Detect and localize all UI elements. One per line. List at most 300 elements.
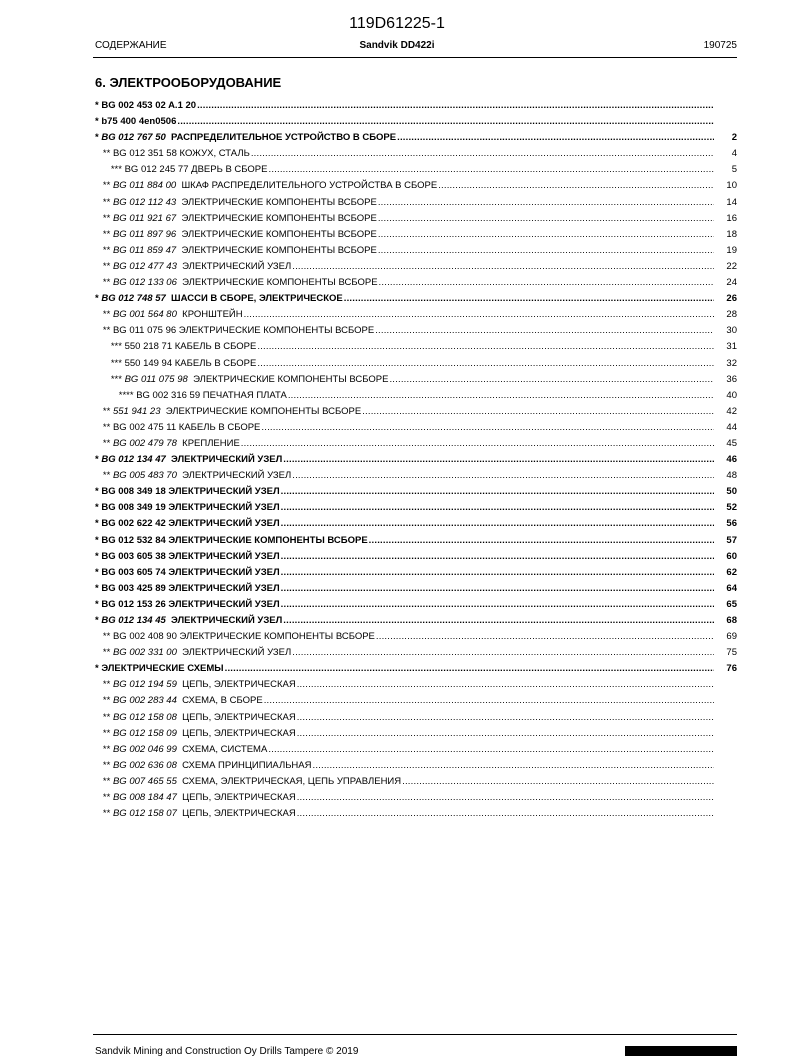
toc-entry[interactable] bbox=[95, 758, 737, 774]
toc-entry[interactable] bbox=[95, 661, 737, 677]
toc-entry[interactable] bbox=[95, 597, 737, 613]
toc-entry-title: ЦЕПЬ, ЭЛЕКТРИЧЕСКАЯ bbox=[176, 711, 296, 723]
toc-entry-label bbox=[95, 549, 280, 565]
toc-level-marker: * bbox=[95, 502, 102, 514]
toc-level-marker: ** bbox=[95, 631, 113, 643]
toc-page-number: 50 bbox=[726, 486, 737, 498]
toc-level-marker: * bbox=[95, 116, 102, 128]
toc-entry-title: ЭЛЕКТРИЧЕСКИЙ УЗЕЛ bbox=[176, 260, 292, 272]
toc-leader-dots bbox=[197, 98, 714, 114]
footer-copyright: Sandvik Mining and Construction Oy Drills Tampere © 2019 bbox=[95, 1046, 359, 1057]
toc-level-marker: * bbox=[95, 550, 102, 562]
sandvik-logo bbox=[625, 1046, 737, 1056]
toc-page-number: 68 bbox=[726, 615, 737, 626]
toc-entry-label bbox=[95, 693, 263, 709]
toc-level-marker: * bbox=[95, 582, 102, 594]
toc-leader-dots bbox=[264, 693, 714, 709]
toc-entry[interactable] bbox=[95, 291, 737, 307]
toc-part-number: 550 218 71 bbox=[124, 341, 173, 353]
toc-level-marker: ** bbox=[95, 277, 113, 289]
toc-leader-dots bbox=[292, 259, 714, 275]
toc-part-number: BG 012 133 06 bbox=[112, 277, 177, 289]
toc-part-number: BG 003 605 74 bbox=[101, 566, 166, 578]
toc-level-marker: ** bbox=[95, 309, 113, 321]
toc-entry-label bbox=[95, 162, 267, 178]
toc-entry-title: ЭЛЕКТРИЧЕСКИЙ УЗЕЛ bbox=[165, 582, 280, 594]
toc-entry[interactable] bbox=[95, 629, 737, 645]
toc-page-number: 60 bbox=[726, 550, 737, 562]
toc-entry-title: ЭЛЕКТРИЧЕСКИЕ КОМПОНЕНТЫ ВСБОРЕ bbox=[160, 405, 362, 417]
toc-page-number: 52 bbox=[726, 502, 737, 514]
toc-leader-dots bbox=[283, 613, 714, 629]
toc-entry-title: КРЕПЛЕНИЕ bbox=[176, 437, 240, 449]
toc-level-marker: ** bbox=[95, 727, 113, 739]
toc-leader-dots bbox=[241, 436, 714, 452]
toc-level-marker: *** bbox=[95, 341, 125, 353]
toc-leader-dots bbox=[257, 339, 714, 355]
toc-entry-title: ШАССИ В СБОРЕ, ЭЛЕКТРИЧЕСКОЕ bbox=[165, 293, 343, 305]
toc-level-marker: ** bbox=[95, 470, 113, 482]
toc-entry-title: ЭЛЕКТРИЧЕСКИЙ УЗЕЛ bbox=[165, 486, 280, 498]
toc-entry-title: ДВЕРЬ В СБОРЕ bbox=[188, 164, 268, 176]
toc-leader-dots bbox=[283, 452, 714, 468]
toc-entry-title: ЭЛЕКТРИЧЕСКИЙ УЗЕЛ bbox=[165, 566, 280, 578]
toc-entry-label bbox=[95, 500, 280, 516]
toc-entry-title: ЭЛЕКТРИЧЕСКИЙ УЗЕЛ bbox=[165, 518, 280, 530]
toc-entry-title: ЭЛЕКТРИЧЕСКИЙ УЗЕЛ bbox=[165, 454, 283, 466]
toc-page-number: 36 bbox=[726, 373, 737, 385]
toc-level-marker: * bbox=[95, 486, 102, 498]
toc-leader-dots bbox=[362, 404, 714, 420]
toc-part-number: BG 012 158 08 bbox=[112, 711, 177, 723]
toc-part-number: BG 008 184 47 bbox=[112, 792, 177, 804]
toc-part-number: BG 008 349 18 bbox=[101, 486, 166, 498]
toc-entry[interactable] bbox=[95, 452, 737, 468]
toc-entry-label bbox=[95, 388, 287, 404]
toc-leader-dots bbox=[378, 195, 714, 211]
toc-entry-title: ШКАФ РАСПРЕДЕЛИТЕЛЬНОГО УСТРОЙСТВА В СБОРЕ bbox=[176, 180, 438, 192]
toc-page-number: 48 bbox=[726, 470, 737, 482]
toc-part-number: BG 012 748 57 bbox=[101, 293, 166, 305]
toc-part-number: BG 012 134 45 bbox=[101, 615, 166, 626]
toc-part-number: BG 012 153 26 bbox=[101, 598, 166, 610]
toc-leader-dots bbox=[225, 661, 714, 677]
toc-level-marker: * bbox=[95, 100, 102, 111]
toc-page-number: 45 bbox=[726, 437, 737, 449]
toc-leader-dots bbox=[257, 356, 714, 372]
toc-part-number: BG 012 194 59 bbox=[112, 679, 177, 691]
toc-part-number: BG 007 465 55 bbox=[112, 775, 177, 787]
toc-level-marker: ** bbox=[95, 743, 113, 755]
toc-part-number: BG 002 479 78 bbox=[112, 437, 177, 449]
toc-entry-title: ЭЛЕКТРИЧЕСКИЕ СХЕМЫ bbox=[101, 663, 224, 675]
toc-part-number: BG 002 636 08 bbox=[112, 759, 177, 771]
toc-entry-title: ЭЛЕКТРИЧЕСКИЕ КОМПОНЕНТЫ ВСБОРЕ bbox=[176, 631, 375, 643]
toc-entry[interactable] bbox=[95, 565, 737, 581]
toc-entry-label bbox=[95, 710, 296, 726]
toc-part-number: BG 003 425 89 bbox=[101, 582, 166, 594]
toc-part-number: BG 002 316 59 bbox=[136, 389, 201, 401]
toc-part-number: BG 012 158 07 bbox=[112, 808, 177, 820]
toc-part-number: BG 002 622 42 bbox=[101, 518, 166, 530]
toc-level-marker: ** bbox=[95, 212, 113, 224]
toc-entry-title: ЭЛЕКТРИЧЕСКИЙ УЗЕЛ bbox=[165, 598, 280, 610]
toc-level-marker: * bbox=[95, 615, 102, 626]
toc-leader-dots bbox=[389, 372, 714, 388]
toc-page-number: 28 bbox=[726, 309, 737, 321]
toc-entry[interactable] bbox=[95, 726, 737, 742]
toc-part-number: 550 149 94 bbox=[124, 357, 173, 369]
toc-level-marker: ** bbox=[95, 421, 113, 433]
toc-entry-label bbox=[95, 597, 280, 613]
toc-leader-dots bbox=[292, 468, 714, 484]
toc-entry[interactable] bbox=[95, 806, 737, 822]
toc-entry-label bbox=[95, 790, 296, 806]
toc-part-number: BG 003 605 38 bbox=[101, 550, 166, 562]
toc-level-marker: ** bbox=[95, 808, 113, 820]
toc-entry[interactable] bbox=[95, 420, 737, 436]
toc-part-number: BG 001 564 80 bbox=[112, 309, 177, 321]
toc-page-number: 75 bbox=[726, 647, 737, 659]
toc-entry[interactable] bbox=[95, 259, 737, 275]
toc-entry-label bbox=[95, 742, 267, 758]
toc-entry-label bbox=[95, 339, 256, 355]
toc-leader-dots bbox=[292, 645, 714, 661]
toc-level-marker: ** bbox=[95, 228, 113, 240]
toc-part-number: BG 012 245 77 bbox=[124, 164, 189, 176]
toc-entry-label bbox=[95, 227, 377, 243]
toc-entry-label bbox=[95, 243, 377, 259]
toc-entry-title: ЭЛЕКТРИЧЕСКИЕ КОМПОНЕНТЫ ВСБОРЕ bbox=[176, 277, 378, 289]
toc-entry[interactable] bbox=[95, 178, 737, 194]
toc-page-number: 69 bbox=[726, 631, 737, 643]
toc-entry-title: ЦЕПЬ, ЭЛЕКТРИЧЕСКАЯ bbox=[176, 727, 296, 739]
toc-entry-label bbox=[95, 420, 260, 436]
toc-leader-dots bbox=[378, 211, 714, 227]
toc-entry-title: ЭЛЕКТРИЧЕСКИЕ КОМПОНЕНТЫ ВСБОРЕ bbox=[165, 534, 368, 546]
toc-page-number: 16 bbox=[726, 212, 737, 224]
toc-level-marker: * bbox=[95, 518, 102, 530]
toc-level-marker: ** bbox=[95, 647, 113, 659]
toc-level-marker: **** bbox=[95, 389, 137, 401]
toc-leader-dots bbox=[281, 581, 714, 597]
toc-leader-dots bbox=[244, 307, 714, 323]
toc-level-marker: ** bbox=[95, 792, 113, 804]
toc-leader-dots bbox=[297, 677, 714, 693]
toc-entry[interactable] bbox=[95, 693, 737, 709]
toc-leader-dots bbox=[297, 790, 714, 806]
toc-part-number: BG 012 532 84 bbox=[101, 534, 166, 546]
toc-entry-title: РАСПРЕДЕЛИТЕЛЬНОЕ УСТРОЙСТВО В СБОРЕ bbox=[165, 132, 397, 144]
toc-leader-dots bbox=[281, 549, 714, 565]
toc-entry-label bbox=[95, 291, 343, 307]
toc-page-number: 32 bbox=[726, 357, 737, 369]
toc-entry-title: ЦЕПЬ, ЭЛЕКТРИЧЕСКАЯ bbox=[176, 792, 296, 804]
toc-entry-label bbox=[95, 565, 280, 581]
header-contents-label: СОДЕРЖАНИЕ bbox=[95, 40, 167, 51]
toc-entry-title: ЭЛЕКТРИЧЕСКИЙ УЗЕЛ bbox=[165, 502, 280, 514]
toc-entry-title: СХЕМА ПРИНЦИПИАЛЬНАЯ bbox=[176, 759, 312, 771]
toc-level-marker: ** bbox=[95, 759, 113, 771]
toc-level-marker: ** bbox=[95, 148, 113, 160]
toc-entry[interactable] bbox=[95, 549, 737, 565]
toc-entry-label bbox=[95, 726, 296, 742]
toc-entry-label bbox=[95, 774, 401, 790]
toc-leader-dots bbox=[397, 130, 714, 146]
toc-entry[interactable] bbox=[95, 533, 737, 549]
toc-entry[interactable] bbox=[95, 388, 737, 404]
toc-leader-dots bbox=[281, 500, 714, 516]
section-title: 6. ЭЛЕКТРООБОРУДОВАНИЕ bbox=[95, 75, 282, 90]
toc-leader-dots bbox=[297, 806, 714, 822]
toc-page-number: 19 bbox=[726, 244, 737, 256]
toc-entry-title: ЭЛЕКТРИЧЕСКИЙ УЗЕЛ bbox=[165, 615, 283, 626]
toc-page-number: 30 bbox=[726, 325, 737, 337]
toc-leader-dots bbox=[281, 516, 714, 532]
toc-part-number: BG 011 884 00 bbox=[112, 180, 177, 192]
toc-level-marker: ** bbox=[95, 775, 113, 787]
toc-page-number: 64 bbox=[726, 582, 737, 594]
header-model-name: Sandvik DD422i bbox=[359, 40, 435, 51]
toc-entry-label bbox=[95, 404, 361, 420]
toc-entry-label bbox=[95, 758, 311, 774]
toc-part-number: BG 011 897 96 bbox=[112, 228, 177, 240]
toc-leader-dots bbox=[378, 243, 714, 259]
toc-entry-label bbox=[95, 356, 256, 372]
toc-entry-title: КАБЕЛЬ В СБОРЕ bbox=[172, 357, 257, 369]
toc-entry-label bbox=[95, 436, 240, 452]
toc-page-number: 46 bbox=[726, 454, 737, 466]
toc-level-marker: * bbox=[95, 293, 102, 305]
toc-part-number: BG 011 921 67 bbox=[112, 212, 177, 224]
toc-entry-title: СХЕМА, СИСТЕМА bbox=[176, 743, 268, 755]
toc-level-marker: * bbox=[95, 132, 102, 144]
toc-entry-label bbox=[95, 581, 280, 597]
toc-entry[interactable] bbox=[95, 243, 737, 259]
toc-entry-label bbox=[95, 307, 243, 323]
toc-page-number: 24 bbox=[726, 277, 737, 289]
toc-part-number: BG 002 475 11 bbox=[112, 421, 177, 433]
toc-entry[interactable] bbox=[95, 195, 737, 211]
toc-level-marker: ** bbox=[95, 695, 113, 707]
toc-entry-label bbox=[95, 211, 377, 227]
toc-entry[interactable] bbox=[95, 742, 737, 758]
toc-page-number: 22 bbox=[726, 260, 737, 272]
toc-entry[interactable] bbox=[95, 774, 737, 790]
toc-entry-title: КАБЕЛЬ В СБОРЕ bbox=[172, 341, 257, 353]
toc-entry[interactable] bbox=[95, 114, 737, 130]
toc-leader-dots bbox=[438, 178, 714, 194]
toc-entry-title: КОЖУХ, СТАЛЬ bbox=[176, 148, 250, 160]
toc-page-number: 44 bbox=[726, 421, 737, 433]
toc-part-number: BG 002 046 99 bbox=[112, 743, 177, 755]
toc-entry[interactable] bbox=[95, 500, 737, 516]
toc-level-marker: *** bbox=[95, 164, 125, 176]
toc-leader-dots bbox=[297, 710, 714, 726]
footer-divider bbox=[93, 1034, 737, 1035]
toc-level-marker: ** bbox=[95, 679, 113, 691]
toc-page-number: 26 bbox=[726, 293, 737, 305]
toc-part-number: BG 012 767 50 bbox=[101, 132, 166, 144]
toc-entry[interactable] bbox=[95, 130, 737, 146]
toc-entry-title: ЭЛЕКТРИЧЕСКИЙ УЗЕЛ bbox=[165, 550, 280, 562]
toc-part-number: BG 011 075 98 bbox=[124, 373, 188, 385]
toc-leader-dots bbox=[288, 388, 714, 404]
toc-entry-title: ЭЛЕКТРИЧЕСКИЕ КОМПОНЕНТЫ ВСБОРЕ bbox=[176, 228, 377, 240]
toc-part-number: BG 002 453 02 A.1 20 bbox=[101, 100, 197, 111]
toc-page-number: 57 bbox=[726, 534, 737, 546]
toc-entry[interactable] bbox=[95, 275, 737, 291]
toc-leader-dots bbox=[268, 742, 714, 758]
toc-entry[interactable] bbox=[95, 227, 737, 243]
toc-level-marker: * bbox=[95, 598, 102, 610]
toc-leader-dots bbox=[376, 629, 714, 645]
toc-entry[interactable] bbox=[95, 356, 737, 372]
toc-part-number: BG 011 859 47 bbox=[112, 244, 177, 256]
toc-page-number: 31 bbox=[726, 341, 737, 353]
toc-level-marker: ** bbox=[95, 244, 113, 256]
toc-part-number: BG 012 477 43 bbox=[112, 260, 177, 272]
toc-entry-label bbox=[95, 323, 374, 339]
toc-entry-label bbox=[95, 195, 377, 211]
toc-entry-title: ЭЛЕКТРИЧЕСКИЕ КОМПОНЕНТЫ ВСБОРЕ bbox=[176, 212, 377, 224]
toc-entry[interactable] bbox=[95, 98, 737, 114]
toc-entry-label bbox=[95, 146, 250, 162]
toc-entry-label bbox=[95, 613, 282, 629]
toc-page-number: 5 bbox=[731, 164, 737, 176]
toc-leader-dots bbox=[281, 484, 714, 500]
document-code: 119D61225-1 bbox=[349, 15, 445, 32]
toc-entry-label bbox=[95, 259, 291, 275]
toc-entry-label bbox=[95, 130, 396, 146]
toc-entry-title: КАБЕЛЬ В СБОРЕ bbox=[176, 421, 261, 433]
toc-entry-label bbox=[95, 98, 196, 114]
toc-entry-title: СХЕМА, В СБОРЕ bbox=[176, 695, 263, 707]
toc-level-marker: ** bbox=[95, 437, 113, 449]
toc-page-number: 42 bbox=[726, 405, 737, 417]
toc-entry-label bbox=[95, 114, 176, 130]
toc-entry[interactable] bbox=[95, 484, 737, 500]
toc-level-marker: *** bbox=[95, 357, 125, 369]
toc-entry[interactable] bbox=[95, 372, 737, 388]
table-of-contents bbox=[95, 98, 737, 822]
toc-entry[interactable] bbox=[95, 307, 737, 323]
toc-part-number: BG 012 351 58 bbox=[112, 148, 177, 160]
toc-entry[interactable] bbox=[95, 613, 737, 629]
toc-leader-dots bbox=[251, 146, 714, 162]
toc-part-number: BG 008 349 19 bbox=[101, 502, 166, 514]
toc-entry-title: ЭЛЕКТРИЧЕСКИЕ КОМПОНЕНТЫ ВСБОРЕ bbox=[176, 244, 377, 256]
toc-part-number: BG 012 134 47 bbox=[101, 454, 166, 466]
toc-leader-dots bbox=[281, 565, 714, 581]
toc-entry[interactable] bbox=[95, 211, 737, 227]
toc-entry[interactable] bbox=[95, 404, 737, 420]
toc-entry[interactable] bbox=[95, 468, 737, 484]
toc-entry-title: ЦЕПЬ, ЭЛЕКТРИЧЕСКАЯ bbox=[176, 808, 296, 820]
toc-entry-title: ЦЕПЬ, ЭЛЕКТРИЧЕСКАЯ bbox=[176, 679, 296, 691]
toc-leader-dots bbox=[297, 726, 714, 742]
toc-entry-title: ЭЛЕКТРИЧЕСКИЕ КОМПОНЕНТЫ ВСБОРЕ bbox=[187, 373, 389, 385]
toc-page-number: 62 bbox=[726, 566, 737, 578]
toc-level-marker: * bbox=[95, 566, 102, 578]
toc-level-marker: *** bbox=[95, 373, 125, 385]
toc-level-marker: ** bbox=[95, 405, 113, 417]
toc-entry[interactable] bbox=[95, 323, 737, 339]
toc-leader-dots bbox=[379, 275, 714, 291]
toc-entry[interactable] bbox=[95, 146, 737, 162]
toc-leader-dots bbox=[261, 420, 714, 436]
toc-entry-title: ПЕЧАТНАЯ ПЛАТА bbox=[200, 389, 287, 401]
toc-entry-label bbox=[95, 533, 368, 549]
toc-level-marker: ** bbox=[95, 260, 113, 272]
toc-entry-label bbox=[95, 516, 280, 532]
toc-entry-label bbox=[95, 275, 378, 291]
toc-entry-label bbox=[95, 484, 280, 500]
toc-entry[interactable] bbox=[95, 710, 737, 726]
toc-part-number: BG 002 408 90 bbox=[112, 631, 177, 643]
toc-leader-dots bbox=[268, 162, 714, 178]
toc-page-number: 18 bbox=[726, 228, 737, 240]
toc-part-number: BG 012 112 43 bbox=[112, 196, 177, 208]
toc-leader-dots bbox=[402, 774, 714, 790]
toc-entry[interactable] bbox=[95, 436, 737, 452]
toc-level-marker: ** bbox=[95, 196, 113, 208]
toc-leader-dots bbox=[312, 758, 714, 774]
toc-leader-dots bbox=[375, 323, 714, 339]
toc-entry-title: ЭЛЕКТРИЧЕСКИЙ УЗЕЛ bbox=[176, 470, 292, 482]
toc-entry-label bbox=[95, 806, 296, 822]
toc-level-marker: ** bbox=[95, 711, 113, 723]
toc-part-number: BG 002 283 44 bbox=[112, 695, 177, 707]
toc-entry-title: ЭЛЕКТРИЧЕСКИЕ КОМПОНЕНТЫ ВСБОРЕ bbox=[176, 325, 375, 337]
toc-page-number: 2 bbox=[731, 132, 737, 144]
toc-part-number: BG 012 158 09 bbox=[112, 727, 177, 739]
toc-page-number: 40 bbox=[726, 389, 737, 401]
toc-entry-title: КРОНШТЕЙН bbox=[176, 309, 243, 321]
toc-entry[interactable] bbox=[95, 162, 737, 178]
toc-part-number: BG 011 075 96 bbox=[112, 325, 177, 337]
toc-entry[interactable] bbox=[95, 581, 737, 597]
toc-level-marker: * bbox=[95, 454, 102, 466]
toc-entry[interactable] bbox=[95, 645, 737, 661]
toc-leader-dots bbox=[369, 533, 714, 549]
toc-entry-label bbox=[95, 661, 224, 677]
toc-entry[interactable] bbox=[95, 790, 737, 806]
toc-entry-label bbox=[95, 629, 375, 645]
toc-leader-dots bbox=[378, 227, 714, 243]
toc-page-number: 10 bbox=[726, 180, 737, 192]
toc-page-number: 76 bbox=[726, 663, 737, 675]
toc-level-marker: ** bbox=[95, 325, 113, 337]
toc-entry[interactable] bbox=[95, 677, 737, 693]
toc-entry-label bbox=[95, 372, 388, 388]
toc-page-number: 14 bbox=[726, 196, 737, 208]
toc-entry-title: СХЕМА, ЭЛЕКТРИЧЕСКАЯ, ЦЕПЬ УПРАВЛЕНИЯ bbox=[176, 775, 402, 787]
header-divider bbox=[93, 57, 737, 58]
toc-entry-label bbox=[95, 452, 282, 468]
toc-page-number: 56 bbox=[726, 518, 737, 530]
toc-leader-dots bbox=[177, 114, 714, 130]
toc-leader-dots bbox=[344, 291, 714, 307]
toc-part-number: b75 400 4en0506 bbox=[101, 116, 177, 128]
toc-entry-label bbox=[95, 677, 296, 693]
toc-entry[interactable] bbox=[95, 516, 737, 532]
toc-entry[interactable] bbox=[95, 339, 737, 355]
toc-page-number: 4 bbox=[731, 148, 737, 160]
toc-page-number: 65 bbox=[726, 598, 737, 610]
toc-level-marker: * bbox=[95, 534, 102, 546]
toc-leader-dots bbox=[281, 597, 714, 613]
